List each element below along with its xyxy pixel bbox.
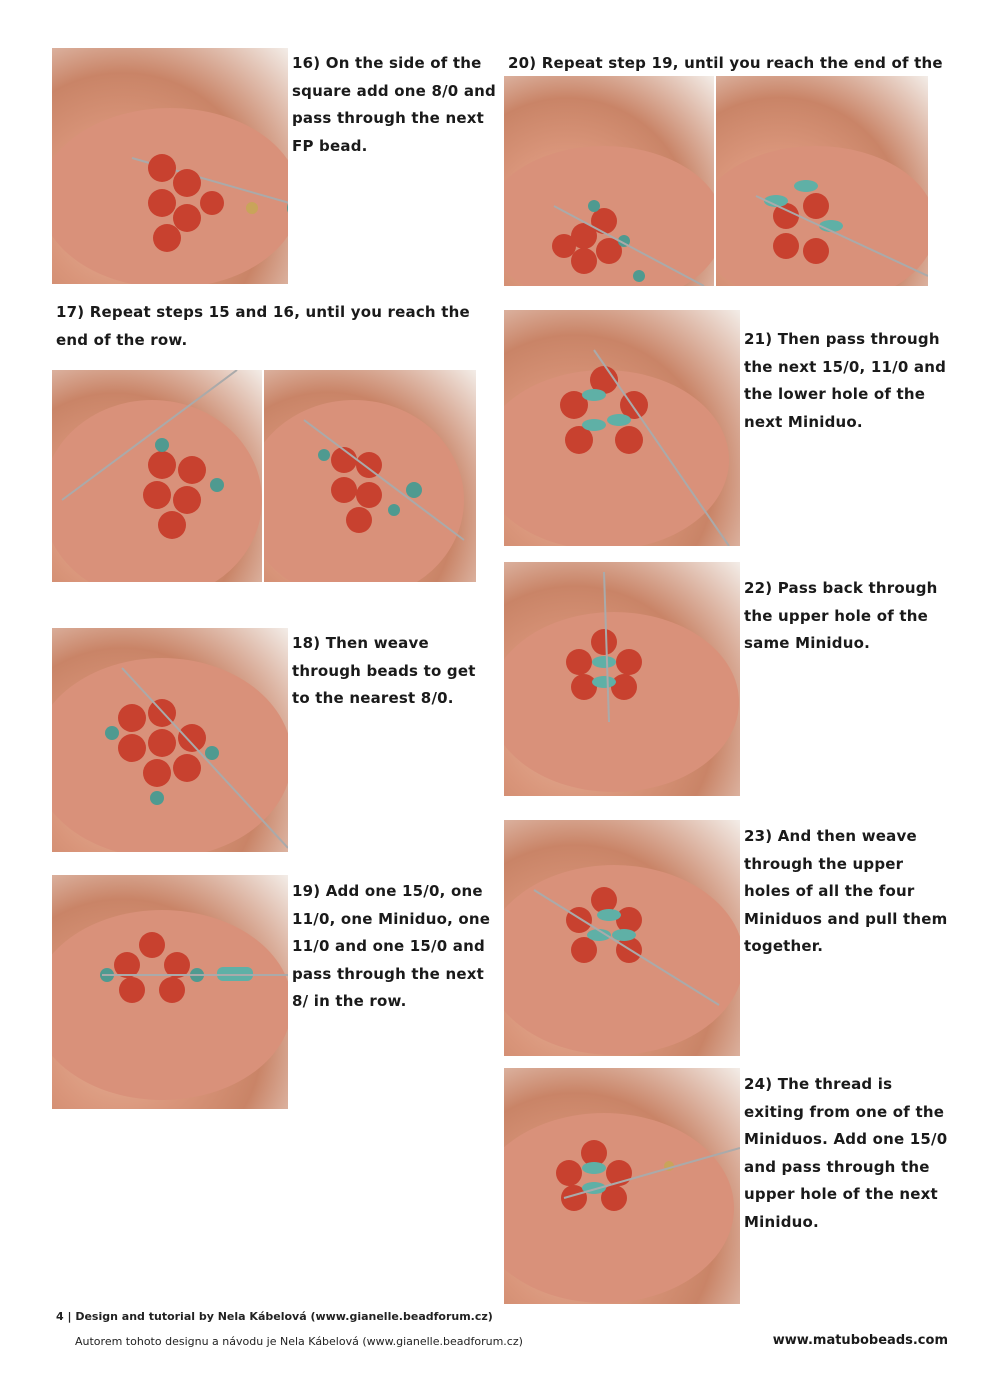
step-23-photo — [504, 820, 740, 1056]
step-16-photo — [52, 48, 288, 284]
step-22-photo — [504, 562, 740, 796]
step-20-text: 20) Repeat step 19, until you reach the end of the — [508, 54, 943, 72]
step-22-text: 22) Pass back through the upper hole of the same Miniduo. — [744, 579, 938, 652]
step-21-photo — [504, 310, 740, 546]
step-24-photo — [504, 1068, 740, 1304]
step-17-text: 17) Repeat steps 15 and 16, until you reach the end of the row. — [56, 303, 470, 349]
website-link[interactable]: www.matubobeads.com — [772, 1333, 948, 1348]
step-19-photo — [52, 875, 288, 1109]
page-credit: 4 | Design and tutorial by Nela Kábelová (www.gianelle.beadforum.cz) — [56, 1310, 493, 1323]
step-18-photo — [52, 628, 288, 852]
step-23-text: 23) And then weave through the upper holes of all the four Miniduos and pull them together. — [744, 827, 948, 955]
czech-credit: Autorem tohoto designu a návodu je Nela Kábelová (www.gianelle.beadforum.cz) — [75, 1335, 523, 1348]
step-17-photo-b — [264, 370, 476, 582]
step-20-photo-b — [716, 76, 928, 286]
step-18-text: 18) Then weave through beads to get to the nearest 8/0. — [292, 634, 476, 707]
step-17-photo-a — [52, 370, 262, 582]
step-24-text: 24) The thread is exiting from one of the Miniduos. Add one 15/0 and pass through the upper hole of the next Miniduo. — [744, 1075, 948, 1231]
step-16-text: 16) On the side of the square add one 8/0 and pass through the next FP bead. — [292, 54, 496, 155]
step-20-photo-a — [504, 76, 714, 286]
step-21-text: 21) Then pass through the next 15/0, 11/0 and the lower hole of the next Miniduo. — [744, 330, 947, 431]
step-19-text: 19) Add one 15/0, one 11/0, one Miniduo, one 11/0 and one 15/0 and pass through the next 8/ in the row. — [292, 882, 491, 1010]
